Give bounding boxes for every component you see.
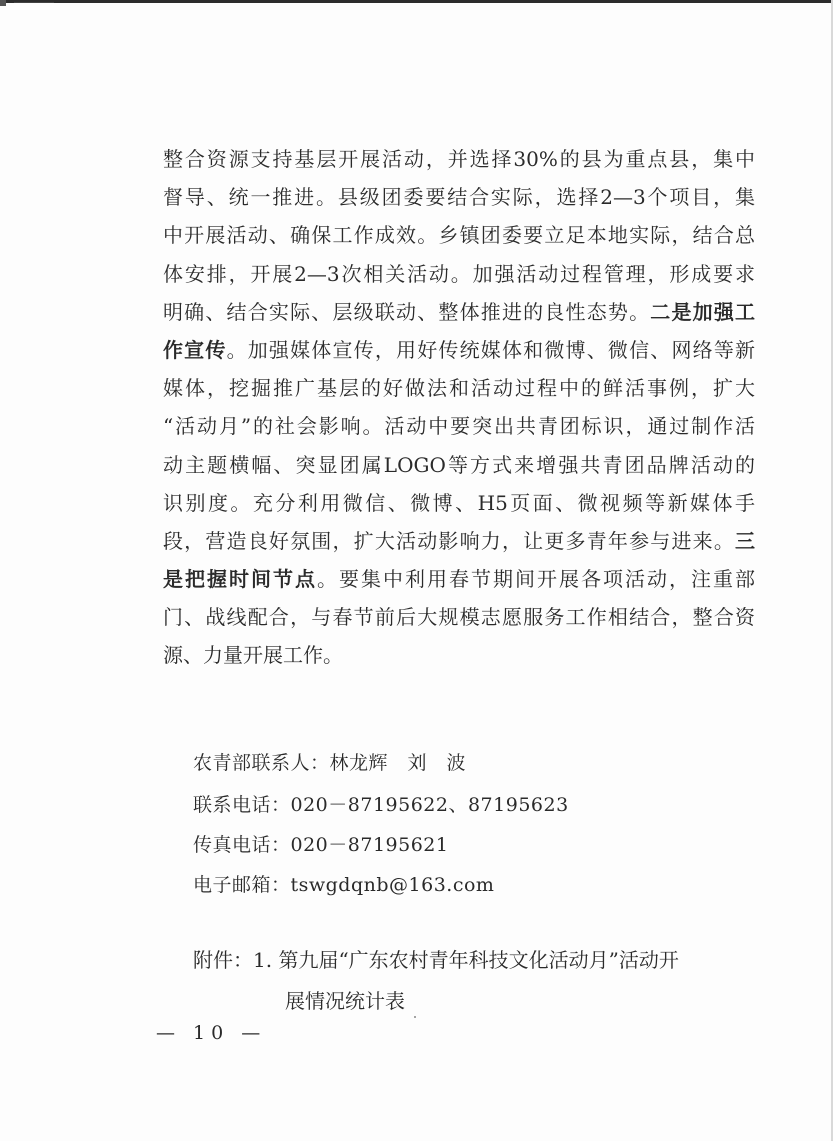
body-line [163, 560, 755, 598]
body-text-segment: 段，营造良好氛围，扩大活动影响力，让更多青年参与进来。 [163, 528, 735, 553]
body-text-segment: 明确、结合实际、层级联动、整体推进的良性态势。 [163, 299, 651, 324]
body-text-segment: 。要集中利用春节期间开展各项活动，注重部 [317, 567, 755, 592]
scan-top-edge [0, 0, 833, 3]
body-line: 中开展活动、确保工作成效。乡镇团委要立足本地实际，结合总 [163, 223, 755, 248]
body-line: 整合资源支持基层开展活动，并选择30%的县为重点县，集中 [163, 147, 755, 171]
body-line [163, 522, 755, 560]
body-line: 识别度。充分利用微信、微博、H5页面、微视频等新媒体手 [163, 490, 755, 515]
contact-fax: 传真电话：020－87195621 [193, 834, 449, 856]
section-heading-two: 二是加强工 [650, 299, 756, 324]
section-heading-three-cont: 是把握时间节点 [163, 567, 317, 592]
section-heading-three: 三 [735, 528, 755, 553]
attachment-line-continued: 展情况统计表 [285, 989, 405, 1013]
contact-persons: 农青部联系人：林龙辉 刘 波 [193, 752, 467, 774]
body-line: 督导、统一推进。县级团委要结合实际，选择2—3个项目，集 [163, 185, 755, 210]
body-line: 动主题横幅、突显团属LOGO等方式来增强共青团品牌活动的 [163, 452, 755, 477]
body-line: 源、力量开展工作。 [163, 643, 343, 668]
body-line: 体安排，开展2—3次相关活动。加强活动过程管理，形成要求 [163, 261, 755, 286]
body-line: 媒体，挖掘推广基层的好做法和活动过程中的鲜活事例，扩大 [163, 376, 755, 401]
contact-phone: 联系电话：020－87195622、87195623 [193, 794, 569, 816]
body-text-segment: 。加强媒体宣传，用好传统媒体和微博、微信、网络等新 [226, 337, 756, 362]
scan-speck [414, 1016, 416, 1018]
section-heading-two-cont: 作宣传 [163, 337, 227, 362]
scan-mark [14, 2, 54, 3]
body-paragraph [163, 140, 755, 675]
page-number: — 10 — [156, 1022, 267, 1044]
attachment-line: 附件：1. 第九届“广东农村青年科技文化活动月”活动开 [193, 948, 679, 972]
contact-email: 电子邮箱：tswgdqnb@163.com [193, 874, 495, 896]
body-line [163, 293, 755, 331]
scan-corner-mark [0, 0, 6, 6]
body-line: “活动月”的社会影响。活动中要突出共青团标识，通过制作活 [163, 414, 755, 439]
body-line [163, 331, 755, 369]
body-line: 门、战线配合，与春节前后大规模志愿服务工作相结合，整合资 [163, 605, 755, 630]
